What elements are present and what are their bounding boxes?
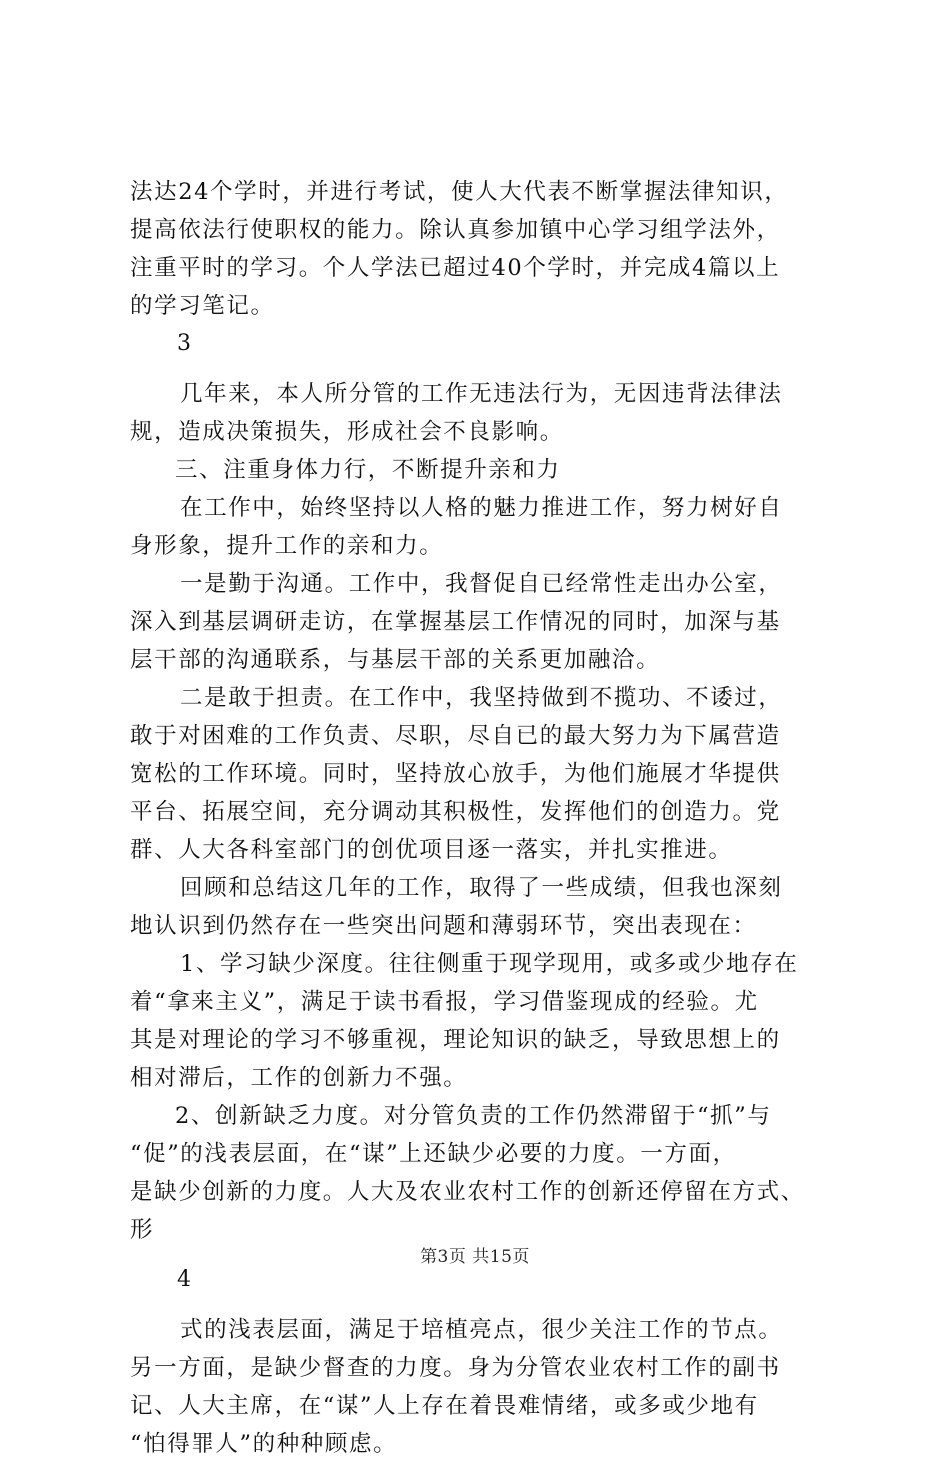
text-line: 记、人大主席，在“谋”人上存在着畏难情绪，或多或少地有 (130, 1393, 759, 1419)
text-line: 群、人大各科室部门的创优项目逐一落实，并扎实推进。 (130, 837, 733, 863)
text-line: 层干部的沟通联系，与基层干部的关系更加融洽。 (130, 647, 661, 673)
text-line: 形 (130, 1217, 155, 1243)
paragraph-start: 几年来，本人所分管的工作无违法行为，无因违背法律法 (180, 381, 783, 407)
paragraph-start: 一是勤于沟通。工作中，我督促自已经常性走出办公室， (180, 571, 783, 597)
page-footer (0, 1242, 950, 1267)
text-line: 着“拿来主义”，满足于读书看报，学习借鉴现成的经验。尤 (130, 989, 759, 1015)
paragraph-start: 二是敢于担责。在工作中，我坚持做到不揽功、不诿过， (180, 685, 783, 711)
page-number-marker: 4 (177, 1267, 193, 1292)
paragraph-start: 回顾和总结这几年的工作，取得了一些成绩，但我也深刻 (180, 875, 783, 901)
page-count-label: 第3页 共15页 (420, 1247, 530, 1267)
section-heading: 三、注重身体力行，不断提升亲和力 (175, 457, 561, 483)
text-line: “怕得罪人”的种种顾虑。 (130, 1431, 398, 1457)
paragraph-start: 式的浅表层面，满足于培植亮点，很少关注工作的节点。 (180, 1317, 783, 1343)
text-line: 宽松的工作环境。同时，坚持放心放手，为他们施展才华提供 (130, 761, 781, 787)
text-line: 另一方面，是缺少督查的力度。身为分管农业农村工作的副书 (130, 1355, 781, 1381)
text-line: 深入到基层调研走访，在掌握基层工作情况的同时，加深与基 (130, 609, 781, 635)
text-line: 注重平时的学习。个人学法已超过40个学时，并完成4篇以上 (130, 255, 781, 281)
text-line: 规，造成决策损失，形成社会不良影响。 (130, 419, 564, 445)
list-item-start: 2、创新缺乏力度。对分管负责的工作仍然滞留于“抓”与 (175, 1103, 772, 1129)
text-line: 地认识到仍然存在一些突出问题和薄弱环节，突出表现在： (130, 913, 757, 939)
text-line: 提高依法行使职权的能力。除认真参加镇中心学习组学法外， (130, 217, 781, 243)
page-number-marker: 3 (177, 331, 193, 356)
document-body (130, 173, 830, 1463)
paragraph-start: 在工作中，始终坚持以人格的魅力推进工作，努力树好自 (180, 495, 783, 521)
text-line: 是缺少创新的力度。人大及农业农村工作的创新还停留在方式、 (130, 1179, 805, 1205)
text-line: 相对滞后，工作的创新力不强。 (130, 1065, 468, 1091)
list-item-start: 1、学习缺少深度。往往侧重于现学现用，或多或少地存在 (180, 951, 799, 977)
text-line: 平台、拓展空间，充分调动其积极性，发挥他们的创造力。党 (130, 799, 781, 825)
text-line: 法达24个学时，并进行考试，使人大代表不断掌握法律知识， (130, 179, 789, 205)
text-line: 敢于对困难的工作负责、尽职，尽自已的最大努力为下属营造 (130, 723, 781, 749)
text-line: “促”的浅表层面，在“谋”上还缺少必要的力度。一方面， (130, 1141, 737, 1167)
text-line: 的学习笔记。 (130, 293, 275, 319)
text-line: 其是对理论的学习不够重视，理论知识的缺乏，导致思想上的 (130, 1027, 781, 1053)
text-line: 身形象，提升工作的亲和力。 (130, 533, 444, 559)
